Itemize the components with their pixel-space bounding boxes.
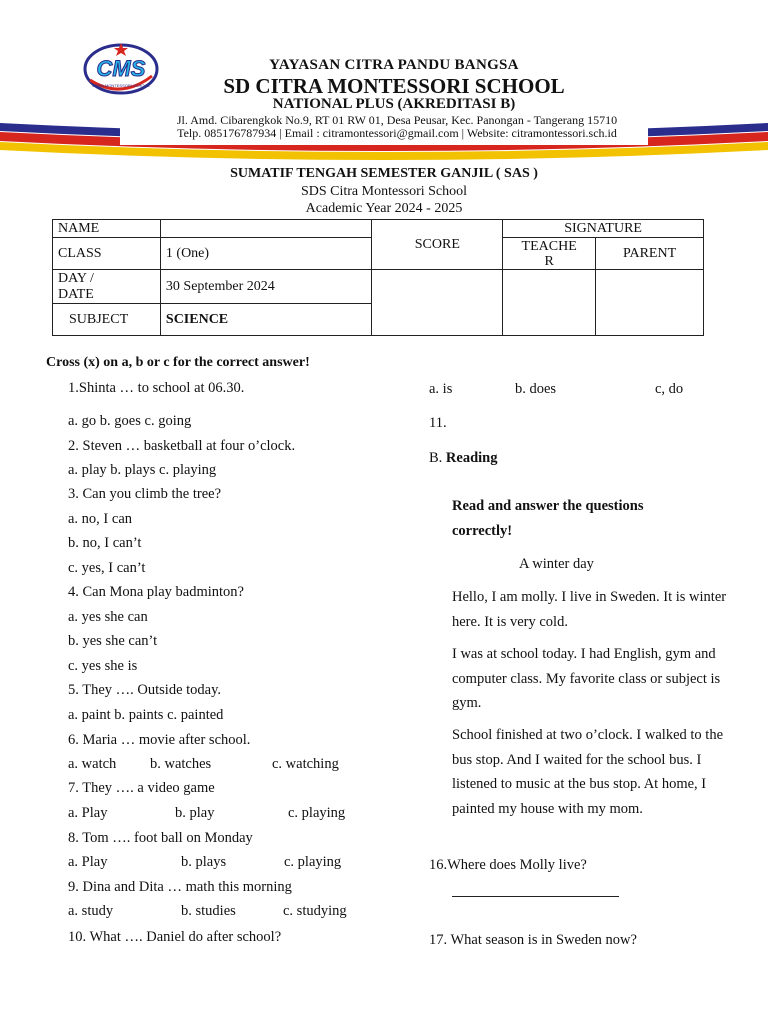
question-6-option-c[interactable]: c. watching (272, 756, 339, 772)
question-3-option-a[interactable]: a. no, I can (68, 511, 133, 527)
question-17: 17. What season is in Sweden now? (429, 932, 637, 948)
question-5-options[interactable]: a. paint b. paints c. painted (68, 707, 224, 723)
exam-year: Academic Year 2024 - 2025 (305, 201, 463, 216)
score-box[interactable] (372, 270, 503, 336)
reading-instruction-line2: correctly! (452, 523, 513, 539)
question-1: 1.Shinta … to school at 06.30. (68, 380, 245, 396)
section-b-heading (429, 450, 498, 467)
date-value: 30 September 2024 (160, 270, 372, 304)
section-title: Reading (445, 450, 498, 466)
question-2-options[interactable]: a. play b. plays c. playing (68, 462, 217, 478)
exam-school: SDS Citra Montessori School (300, 184, 468, 199)
question-5: 5. They …. Outside today. (68, 682, 222, 698)
logo-subtext: CITRA MONTESSORI SCHOOL (92, 83, 150, 88)
teacher-signature-box[interactable] (503, 270, 596, 336)
date-label (53, 270, 161, 304)
class-label: CLASS (53, 238, 161, 270)
subject-value: SCIENCE (160, 304, 372, 336)
story-title: A winter day (519, 556, 594, 572)
score-label: SCORE (372, 220, 503, 270)
question-3-option-b[interactable]: b. no, I can’t (68, 535, 142, 551)
question-10: 10. What …. Daniel do after school? (68, 929, 282, 945)
question-9-option-c[interactable]: c. studying (283, 903, 347, 919)
foundation-name: YAYASAN CITRA PANDU BANGSA (269, 57, 519, 73)
question-8-option-b[interactable]: b. plays (181, 854, 227, 870)
instruction: Cross (x) on a, b or c for the correct answer! (46, 355, 310, 370)
question-8: 8. Tom …. foot ball on Monday (68, 830, 253, 846)
accreditation: NATIONAL PLUS (AKREDITASI B) (272, 96, 516, 112)
question-9-option-a[interactable]: a. study (68, 903, 114, 919)
question-16: 16.Where does Molly live? (429, 857, 587, 873)
parent-label: PARENT (596, 238, 704, 270)
logo-text: CMS (96, 56, 146, 81)
subject-label: SUBJECT (53, 304, 161, 336)
question-2: 2. Steven … basketball at four o’clock. (68, 438, 296, 454)
question-10-option-a[interactable]: a. is (429, 381, 453, 397)
date-label-part2: DATE (58, 286, 94, 302)
question-9: 9. Dina and Dita … math this morning (68, 879, 292, 895)
teacher-label-part2: R (544, 253, 554, 269)
reading-instruction-line1: Read and answer the questions (452, 498, 644, 514)
question-1-options[interactable]: a. go b. goes c. going (68, 413, 192, 429)
question-3: 3. Can you climb the tree? (68, 486, 222, 502)
question-9-option-b[interactable]: b. studies (181, 903, 236, 919)
question-7-option-b[interactable]: b. play (175, 805, 215, 821)
question-8-option-c[interactable]: c. playing (284, 854, 342, 870)
question-4: 4. Can Mona play badminton? (68, 584, 244, 600)
question-8-option-a[interactable]: a. Play (68, 854, 108, 870)
answer-16-blank[interactable] (452, 896, 619, 897)
story-paragraph-1: Hello, I am molly. I live in Sweden. It is winter here. It is very cold. (452, 589, 727, 630)
question-4-option-c[interactable]: c. yes she is (68, 658, 138, 674)
question-6: 6. Maria … movie after school. (68, 732, 251, 748)
date-label-part1: DAY / (58, 270, 94, 286)
school-contact: Telp. 085176787934 | Email : citramontessori@gmail.com | Website: citramontessori.sch.id (177, 126, 617, 140)
name-value[interactable] (160, 220, 372, 238)
question-4-option-b[interactable]: b. yes she can’t (68, 633, 158, 649)
question-6-option-b[interactable]: b. watches (150, 756, 212, 772)
name-label: NAME (53, 220, 161, 238)
signature-label: SIGNATURE (503, 220, 704, 238)
section-letter: B. (429, 450, 443, 466)
teacher-label-part1: TEACHE (521, 238, 577, 254)
exam-title: SUMATIF TENGAH SEMESTER GANJIL ( SAS ) (230, 166, 538, 181)
question-10-option-b[interactable]: b. does (515, 381, 557, 397)
class-value: 1 (One) (160, 238, 372, 270)
school-address: Jl. Amd. Cibarengkok No.9, RT 01 RW 01, Desa Peusar, Kec. Panongan - Tangerang 15710 (176, 113, 618, 127)
story-paragraph-2: I was at school today. I had English, gym and computer class. My favorite class or subject is gym. (452, 646, 721, 711)
question-6-option-a[interactable]: a. watch (68, 756, 117, 772)
story-paragraph-3: School finished at two o’clock. I walked to the bus stop. And I waited for the school bus. I listened to music at the bus stop. At home, I painted my house with my mom. (452, 727, 724, 817)
teacher-label (503, 238, 596, 270)
question-7-option-a[interactable]: a. Play (68, 805, 108, 821)
question-7: 7. They …. a video game (68, 780, 215, 796)
question-4-option-a[interactable]: a. yes she can (68, 609, 148, 625)
question-11: 11. (429, 415, 447, 431)
question-7-option-c[interactable]: c. playing (288, 805, 346, 821)
parent-signature-box[interactable] (596, 270, 704, 336)
school-name: SD CITRA MONTESSORI SCHOOL (223, 74, 565, 98)
question-3-option-c[interactable]: c. yes, I can’t (68, 560, 146, 576)
question-10-option-c[interactable]: c, do (655, 381, 684, 397)
student-info-table (52, 219, 704, 336)
